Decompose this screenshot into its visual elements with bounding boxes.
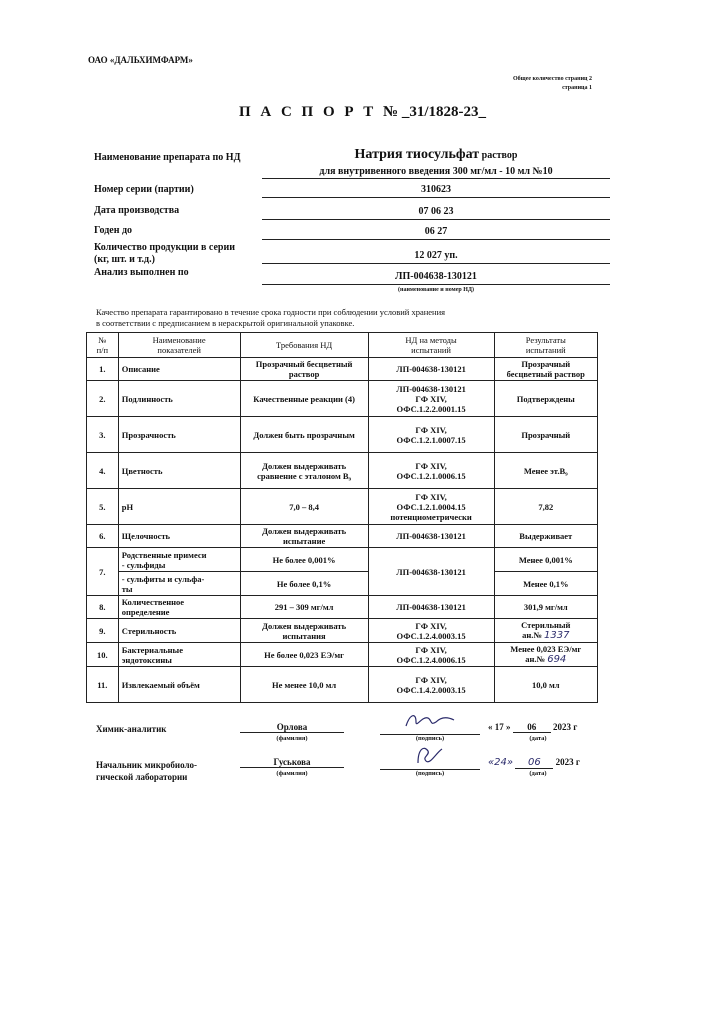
chemist-date [488, 722, 588, 733]
row-method: ЛП-004638-130121 [368, 358, 494, 381]
row-method: ГФ XIV, ОФС.1.2.1.0007.15 [368, 417, 494, 453]
table-row [87, 489, 598, 525]
chemist-signature-line [380, 722, 480, 735]
row-result: Прозрачный бесцветный раствор [494, 358, 597, 381]
head-signature-line [380, 757, 480, 770]
passport-number: № _31/1828-23_ [383, 104, 487, 120]
expiry-label: Годен до [94, 225, 133, 236]
row-method: ГФ XIV, ОФС.1.2.1.0006.15 [368, 453, 494, 489]
analysis-note: (наименование и номер НД) [398, 287, 474, 293]
row-indicator: pH [118, 489, 240, 525]
drug-name-suffix: раствор [481, 150, 518, 161]
row-method: ЛП-004638-130121 [368, 596, 494, 619]
row-method: ГФ XIV, ОФС.1.2.4.0006.15 [368, 643, 494, 667]
table-row [87, 417, 598, 453]
header-requirements: Требования НД [240, 333, 368, 358]
row-result: Менее 0,1% [494, 572, 597, 596]
page-counter [513, 75, 592, 93]
table-row [87, 643, 598, 667]
head-signature-caption: (подпись) [415, 770, 445, 777]
row-result: Менее 0,023 ЕЭ/мг ан.№ 694 [494, 643, 597, 667]
expiry-underline [262, 239, 610, 240]
quality-line-1: Качество препарата гарантировано в течение срока годности при соблюдении условий хранения [96, 307, 446, 317]
row-requirement: Качественные реакции (4) [240, 381, 368, 417]
row-indicator: Щелочность [118, 525, 240, 548]
drug-label: Наименование препарата по НД [94, 152, 241, 163]
row-number: 4. [87, 453, 119, 489]
row-number: 10. [87, 643, 119, 667]
quality-line-2: в соответствии с предписанием в нераскрытой оригинальной упаковке. [96, 318, 355, 328]
head-date-day: «24» [488, 757, 514, 768]
row-method: ЛП-004638-130121 [368, 525, 494, 548]
row-requirement: Не менее 10,0 мл [240, 667, 368, 703]
table-row [87, 381, 598, 417]
row-method: ЛП-004638-130121 [368, 548, 494, 596]
series-value: 310623 [421, 184, 451, 195]
row-indicator: Бактериальные эндотоксины [118, 643, 240, 667]
analysis-label: Анализ выполнен по [94, 267, 189, 278]
expiry-value: 06 27 [424, 226, 448, 237]
row-result: Менее эт.B₉ [494, 453, 597, 489]
row-result: Прозрачный [494, 417, 597, 453]
row-number: 9. [87, 619, 119, 643]
table-row [87, 548, 598, 572]
handwritten-analysis-number: 694 [547, 654, 567, 665]
row-requirement: Не более 0,023 ЕЭ/мг [240, 643, 368, 667]
total-pages: Общее количество страниц 2 [512, 76, 592, 82]
head-role-line-1: Начальник микробиоло- [96, 760, 198, 770]
row-number: 8. [87, 596, 119, 619]
row-indicator: Цветность [118, 453, 240, 489]
row-result: 301,9 мг/мл [494, 596, 597, 619]
row-method: ЛП-004638-130121 ГФ XIV, ОФС.1.2.2.0001.15 [368, 381, 494, 417]
production-date-label: Дата производства [94, 205, 180, 216]
row-indicator: Извлекаемый объём [118, 667, 240, 703]
chemist-date-month: 06 [513, 722, 551, 733]
row-result: 7,82 [494, 489, 597, 525]
row-result: Менее 0,001% [494, 548, 597, 572]
row-requirement: 291 – 309 мг/мл [240, 596, 368, 619]
row-result: Выдерживает [494, 525, 597, 548]
head-date-caption: (дата) [529, 770, 547, 777]
analysis-underline [262, 284, 610, 285]
header-indicator: Наименование показателей [118, 333, 240, 358]
row-indicator: Количественное определение [118, 596, 240, 619]
table-row [87, 572, 598, 596]
table-header-row [87, 333, 598, 358]
header-results: Результаты испытаний [494, 333, 597, 358]
header-methods: НД на методы испытаний [368, 333, 494, 358]
row-requirement: Должен выдерживать испытания [240, 619, 368, 643]
signature-icon [412, 743, 452, 767]
chemist-surname-caption: (фамилия) [276, 735, 308, 742]
row-number: 7. [87, 548, 119, 596]
quantity-value: 12 027 уп. [414, 250, 458, 261]
row-indicator: Описание [118, 358, 240, 381]
row-method: ГФ XIV, ОФС.1.4.2.0003.15 [368, 667, 494, 703]
drug-name-line [262, 147, 610, 163]
row-requirement: Должен выдерживать сравнение с эталоном B₉ [240, 453, 368, 489]
table-row [87, 619, 598, 643]
handwritten-analysis-number: 1337 [544, 630, 570, 641]
row-indicator: - сульфиты и сульфа- ты [118, 572, 240, 596]
quality-statement [96, 307, 616, 329]
row-method: ГФ XIV, ОФС.1.2.4.0003.15 [368, 619, 494, 643]
row-result: Стерильный ан.№ 1337 [494, 619, 597, 643]
header-number: № п/п [87, 333, 119, 358]
current-page: страница 1 [562, 85, 592, 91]
chemist-date-day: « 17 » [488, 722, 511, 732]
row-requirement: Должен выдерживать испытание [240, 525, 368, 548]
table-row [87, 358, 598, 381]
quantity-underline [262, 263, 610, 264]
quantity-unit-label: (кг, шт. и т.д.) [94, 254, 155, 265]
head-date [488, 757, 588, 769]
row-result: 10,0 мл [494, 667, 597, 703]
head-surname-caption: (фамилия) [276, 770, 308, 777]
chemist-name: Орлова [240, 722, 344, 733]
series-underline [262, 197, 610, 198]
row-requirement: Не более 0,1% [240, 572, 368, 596]
drug-form: для внутривенного введения 300 мг/мл - 10 мл №10 [319, 166, 553, 177]
row-number: 2. [87, 381, 119, 417]
row-indicator: Стерильность [118, 619, 240, 643]
organization-name: ОАО «ДАЛЬХИМФАРМ» [88, 55, 193, 65]
results-table [86, 332, 598, 703]
head-date-year: 2023 г [555, 757, 580, 767]
row-requirement: 7,0 – 8,4 [240, 489, 368, 525]
chemist-role: Химик-аналитик [96, 724, 167, 734]
signature-icon [402, 710, 462, 732]
row-indicator: Родственные примеси - сульфиды [118, 548, 240, 572]
table-row [87, 525, 598, 548]
row-requirement: Не более 0,001% [240, 548, 368, 572]
table-row [87, 667, 598, 703]
row-result: Подтверждены [494, 381, 597, 417]
analysis-value: ЛП-004638-130121 [395, 271, 477, 282]
row-requirement: Прозрачный бесцветный раствор [240, 358, 368, 381]
row-indicator: Подлинность [118, 381, 240, 417]
row-number: 1. [87, 358, 119, 381]
row-number: 3. [87, 417, 119, 453]
row-number: 6. [87, 525, 119, 548]
head-role-line-2: гической лаборатории [96, 772, 188, 782]
chemist-date-year: 2023 г [553, 722, 578, 732]
drug-name: Натрия тиосульфат [354, 147, 480, 162]
head-date-month: 06 [515, 757, 553, 769]
table-row [87, 596, 598, 619]
series-label: Номер серии (партии) [94, 184, 194, 195]
table-row [87, 453, 598, 489]
row-indicator: Прозрачность [118, 417, 240, 453]
row-number: 11. [87, 667, 119, 703]
production-date-value: 07 06 23 [418, 206, 454, 217]
head-name: Гуськова [240, 757, 344, 768]
row-requirement: Должен быть прозрачным [240, 417, 368, 453]
drug-underline [262, 178, 610, 179]
quantity-label: Количество продукции в серии [94, 242, 236, 253]
chemist-signature-caption: (подпись) [415, 735, 445, 742]
document-title [0, 104, 725, 121]
row-method: ГФ XIV, ОФС.1.2.1.0004.15 потенциометрически [368, 489, 494, 525]
row-number: 5. [87, 489, 119, 525]
chemist-date-caption: (дата) [529, 735, 547, 742]
title-prefix: П А С П О Р Т [238, 104, 377, 120]
production-date-underline [262, 219, 610, 220]
